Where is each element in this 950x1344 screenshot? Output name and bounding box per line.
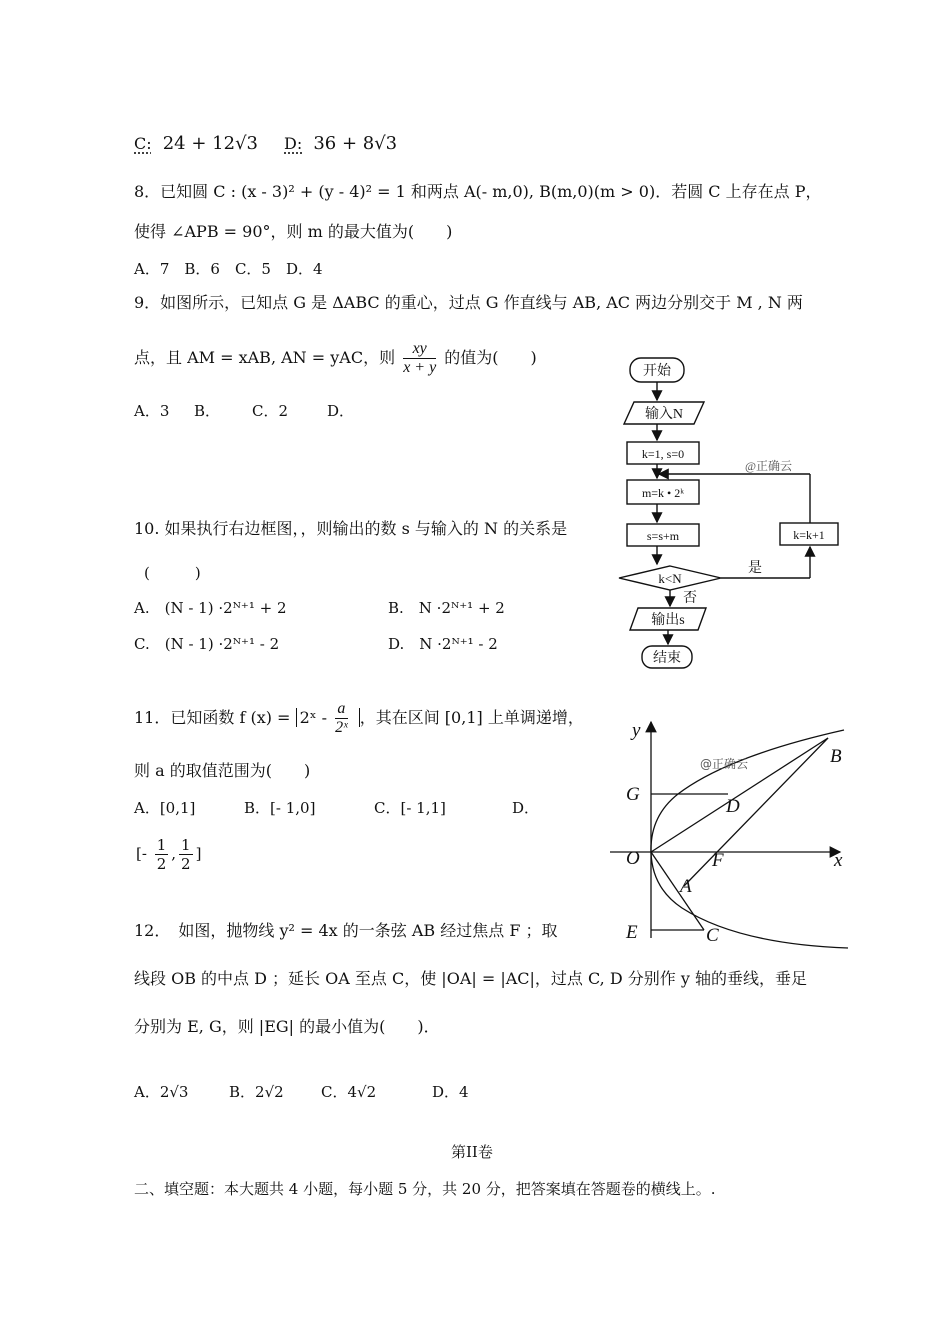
flow-no-text: 否: [683, 591, 697, 606]
flow-cond-text: k<N: [658, 571, 682, 586]
q9-option-d: D．: [327, 402, 355, 420]
q11-line1-post: ，其在区间 [0,1] 上单调递增，: [359, 708, 584, 727]
q11-option-d-value: [136, 836, 201, 873]
q11-option-b: B．[- 1,0]: [244, 799, 316, 817]
flow-end-text: 结束: [653, 651, 681, 666]
fill-in-heading: 二、填空题：本大题共 4 小题，每小题 5 分，共 20 分，把答案填在答题卷的横线上。.: [134, 1180, 716, 1198]
q9-frac-den: x + y: [403, 359, 437, 376]
q7-option-d: [284, 133, 397, 155]
q12-line3: 分别为 E, G，则 |EG| 的最小值为( )．: [134, 1017, 440, 1036]
flow-watermark: @正确云: [745, 459, 793, 473]
q7-option-c: [134, 133, 258, 155]
q11-optd-frac1-num: 1: [156, 836, 167, 854]
q10-option-d: D. N ·2ᴺ⁺¹ - 2: [388, 635, 498, 653]
q11-optd-frac2-den: 2: [181, 855, 191, 873]
q11-option-a: A．[0,1]: [134, 799, 196, 817]
q12-line2: 线段 OB 的中点 D ；延长 OA 至点 C，使 |OA| = |AC|，过点 C, D 分别作 y 轴的垂线，垂足: [134, 969, 807, 988]
q11-optd-frac2-num: 1: [181, 836, 191, 854]
graph-label-x: x: [834, 850, 843, 871]
q12-option-c: C．4√2: [321, 1083, 377, 1101]
graph-label-g: G: [626, 784, 640, 805]
q11-optd-frac2: [179, 836, 193, 873]
graph-label-b: B: [830, 746, 842, 767]
graph-label-f: F: [712, 850, 724, 871]
q11-abs-pre: 2ˣ -: [299, 708, 328, 727]
graph-label-a: A: [680, 876, 692, 897]
q11-optd-frac1: [155, 836, 169, 873]
q7-option-c-value: 24 + 12√3: [162, 133, 258, 154]
q9-line2-post: 的值为( ): [444, 348, 537, 367]
q11-option-d: D．: [512, 799, 540, 817]
flow-m-text: m=k • 2ᵏ: [641, 486, 685, 500]
q10-paren: ( ): [144, 564, 201, 582]
flow-init-text: k=1, s=0: [641, 447, 685, 461]
q9-frac-num: xy: [403, 340, 436, 359]
graph-parabola: [651, 730, 848, 948]
q11-line1-pre: 11．已知函数 f (x) =: [134, 708, 291, 727]
q7-option-d-value: 36 + 8√3: [313, 133, 398, 154]
graph-label-e: E: [626, 922, 638, 943]
q12-option-d: D．4: [432, 1083, 469, 1101]
q11-optd-post: ]: [195, 844, 202, 863]
graph-label-c: C: [706, 925, 719, 946]
q11-line2: 则 a 的取值范围为( ): [134, 761, 311, 780]
q10-option-c: C. (N - 1) ·2ᴺ⁺¹ - 2: [134, 635, 280, 653]
q9-line1: 9．如图所示，已知点 G 是 ΔABC 的重心，过点 G 作直线与 AB, AC 两边分别交于 M , N 两: [134, 293, 803, 312]
q8-line1: 8．已知圆 C : (x - 3)² + (y - 4)² = 1 和两点 A(- m,0), B(m,0)(m > 0)．若圆 C 上存在点 P，: [134, 182, 822, 201]
graph-watermark: @正确云: [700, 757, 749, 771]
q10-option-b: B. N ·2ᴺ⁺¹ + 2: [388, 599, 505, 617]
section-title: 第II卷: [451, 1143, 493, 1161]
graph-label-o: O: [626, 848, 640, 869]
q11-fraction: [335, 700, 348, 737]
q9-fraction: [403, 340, 436, 377]
q12-option-a: A．2√3: [134, 1083, 189, 1101]
q8-line2: 使得 ∠APB = 90°，则 m 的最大值为( ): [134, 222, 453, 241]
q11-optd-sep: ,: [171, 844, 177, 863]
q7-option-c-label: C:: [134, 134, 152, 153]
q7-option-d-label: D:: [284, 134, 303, 153]
q10-option-a: A. (N - 1) ·2ᴺ⁺¹ + 2: [134, 599, 287, 617]
q10-line1: 10. 如果执行右边框图，，则输出的数 s 与输入的 N 的关系是: [134, 519, 568, 538]
q9-option-c: C．2: [252, 402, 289, 420]
graph-label-d: D: [726, 796, 740, 817]
graph-label-y: y: [632, 720, 641, 741]
flow-input-text: 输入N: [644, 407, 684, 422]
graph-line-oc: [651, 852, 704, 930]
q11-optd-frac1-den: 2: [156, 855, 167, 873]
q12-line1: 12． 如图，抛物线 y² = 4x 的一条弦 AB 经过焦点 F ；取: [134, 921, 558, 940]
q11-frac-num: a: [335, 700, 348, 719]
parabola-graph: [608, 716, 850, 956]
flowchart: [610, 350, 840, 675]
q11-option-c: C．[- 1,1]: [374, 799, 446, 817]
q9-line2: [134, 340, 537, 377]
flow-yes-text: 是: [748, 561, 762, 576]
q12-option-b: B．2√2: [229, 1083, 284, 1101]
q8-options: A．7 B．6 C．5 D．4: [134, 260, 323, 278]
flow-output-text: 输出s: [651, 613, 685, 628]
q11-frac-den: 2ˣ: [335, 719, 348, 736]
q9-line2-pre: 点，且 AM = xAB, AN = yAC，则: [134, 348, 396, 367]
flow-inc-text: k=k+1: [793, 528, 825, 542]
flow-start-text: 开始: [643, 364, 671, 379]
q9-option-a: A．3: [134, 402, 170, 420]
q11-line1: [134, 700, 584, 737]
q9-option-b: B．: [194, 402, 221, 420]
flow-s-text: s=s+m: [646, 529, 680, 543]
q11-abs: [296, 700, 360, 736]
q11-optd-pre: [-: [136, 844, 147, 863]
